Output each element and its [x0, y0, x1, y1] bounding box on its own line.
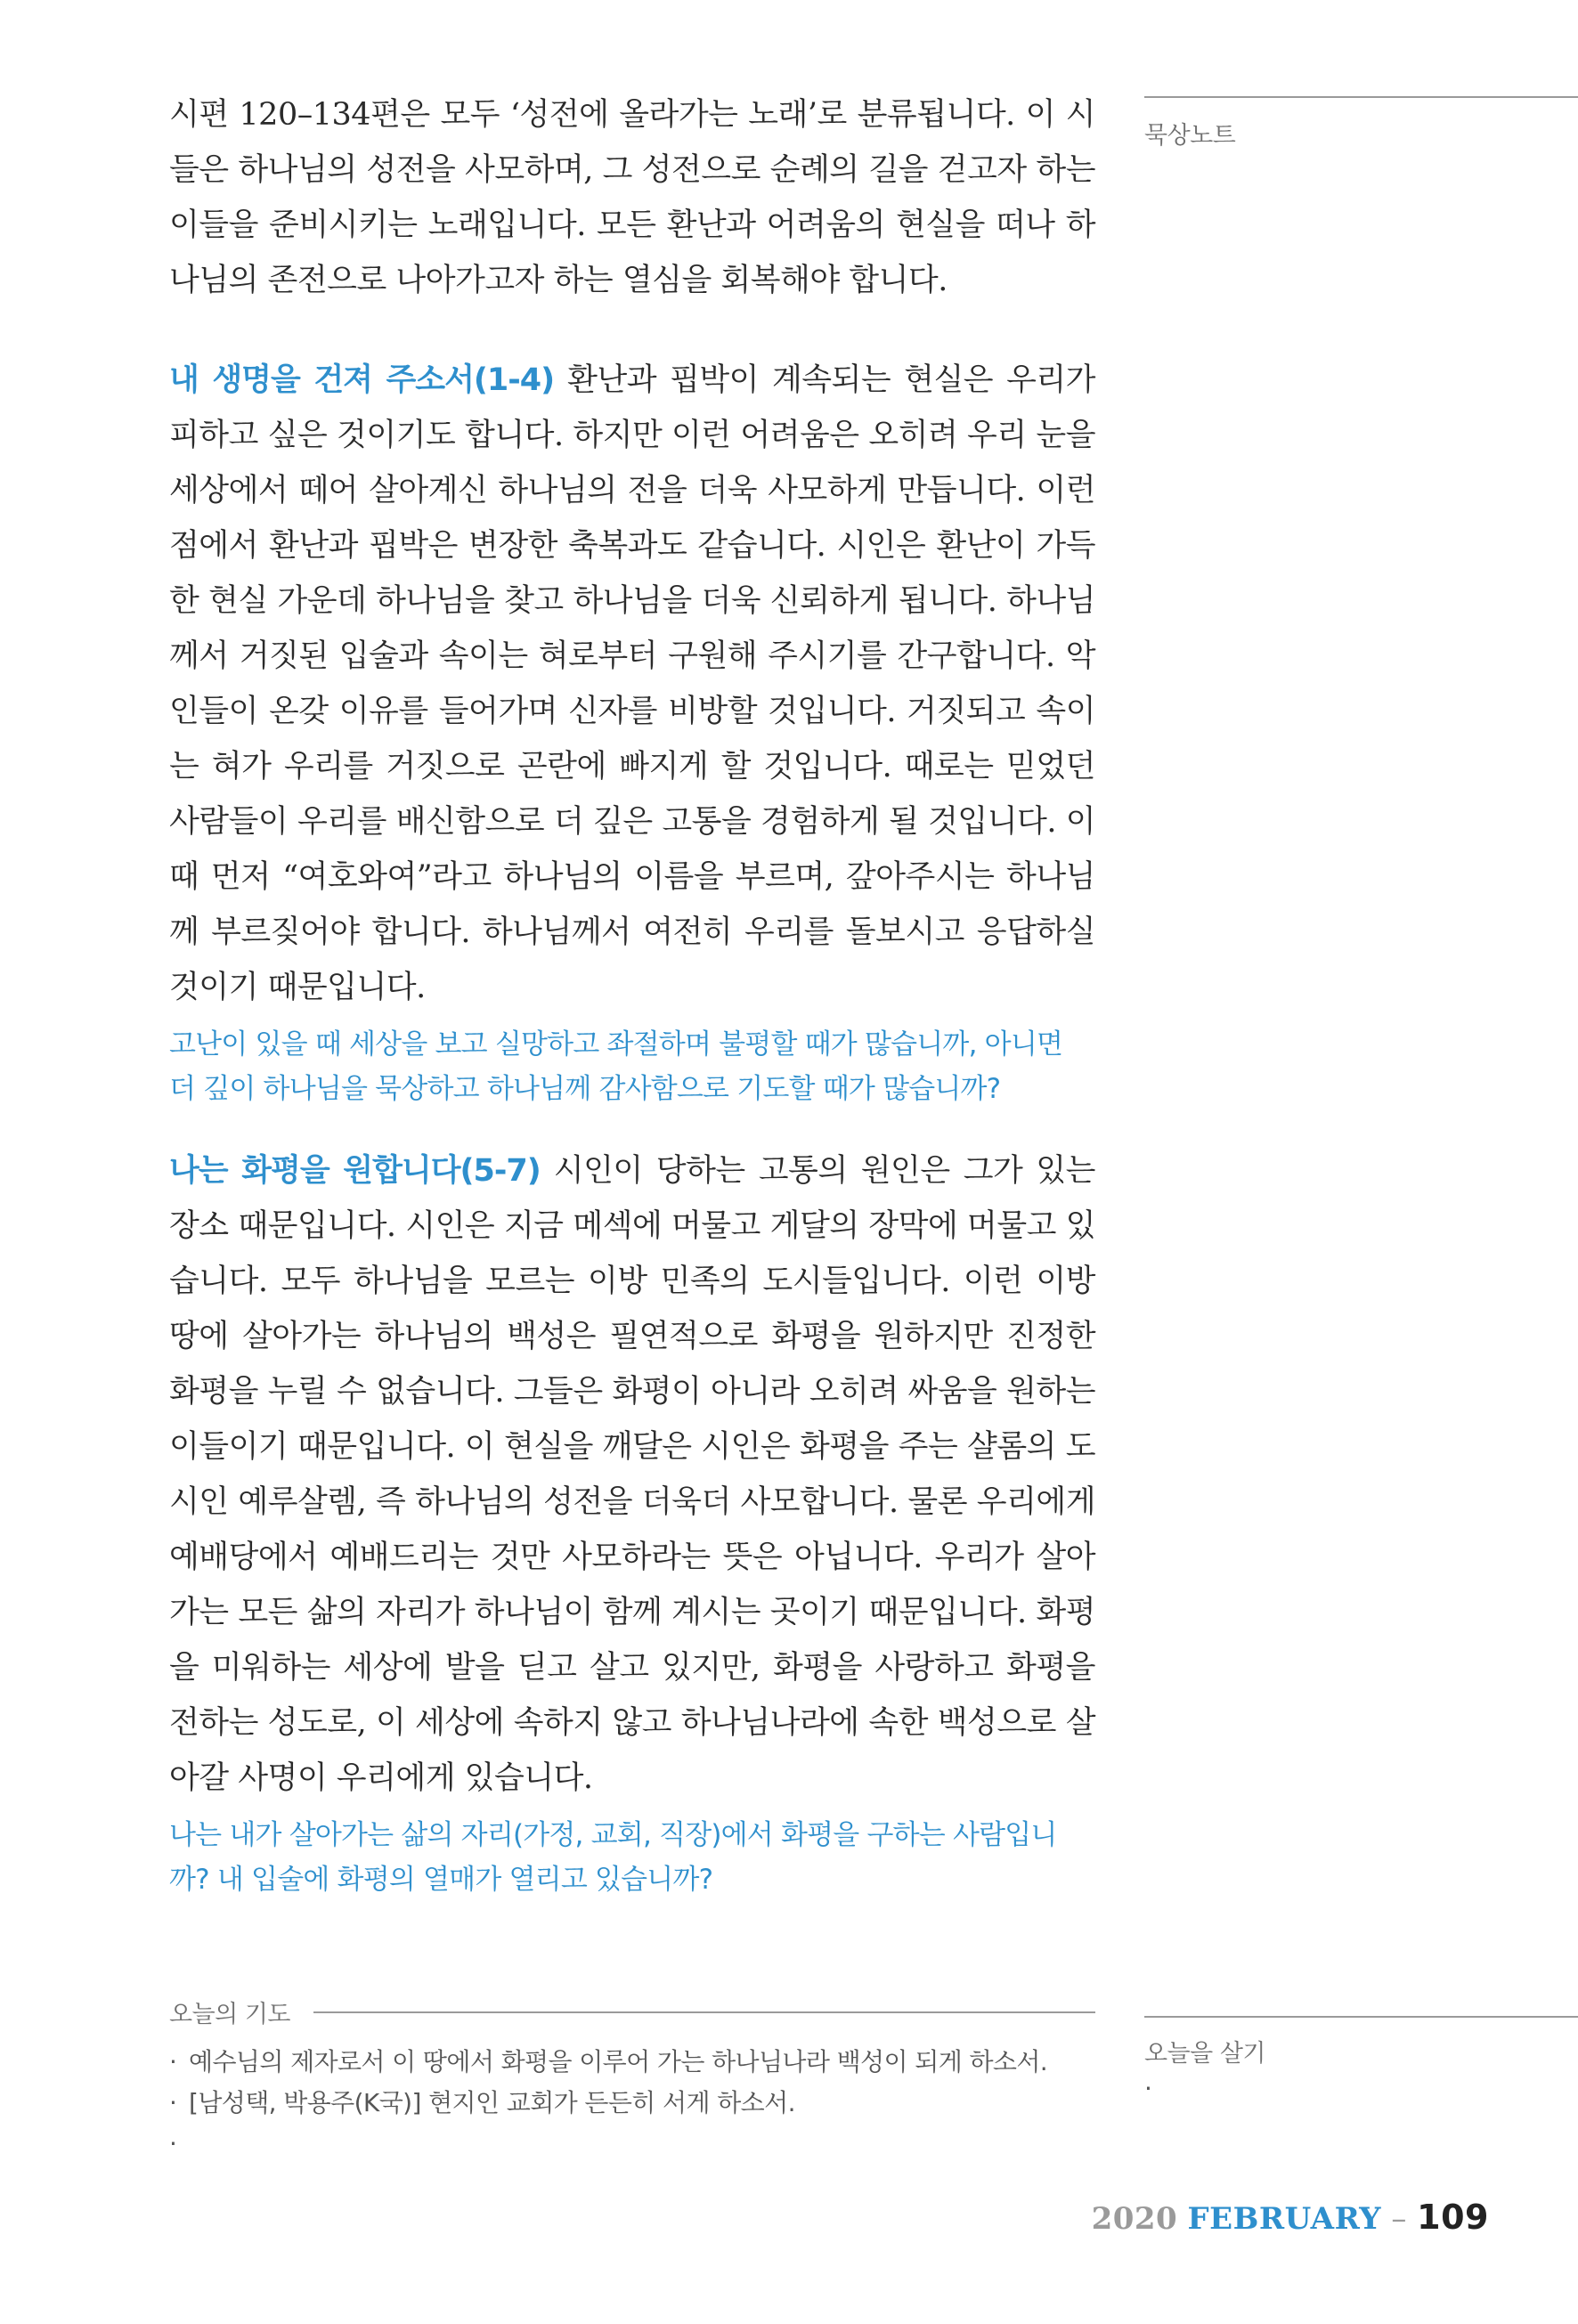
section-2-body: 시인이 당하는 고통의 원인은 그가 있는 장소 때문입니다. 시인은 지금 메섹에 머물고 게달의 장막에 머물고 있습니다. 모두 하나님을 모르는 이방 민족의 도시들입니다. 이런 이방 땅에 살아가는 하나님의 백성은 필연적으로 화평을 원하지만 진정한 화평을 누릴 수 없습니다. 그들은 화평이 아니라 오히려 싸움을 원하는 이들이기 때문입니다. 이 현실을 깨달은 시인은 화평을 주는 샬롬의 도시인 예루살렘, 즉 하나님의 성전을 더욱더 사모합니다. 물론 우리에게 예배당에서 예배드리는 것만 사모하라는 뜻은 아닙니다. 우리가 살아가는 모든 삶의 자리가 하나님이 함께 계시는 곳이기 때문입니다. 화평을 미워하는 세상에 발을 딛고 살고 있지만, 화평을 사랑하고 화평을 전하는 성도로, 이 세상에 속하지 않고 하나님나라에 속한 백성으로 살아갈 사명이 우리에게 있습니다. — [169, 1153, 1095, 1796]
footer-year: 2020 — [1091, 2201, 1178, 2237]
bullet: · — [169, 2088, 177, 2117]
section-1-heading: 내 생명을 건져 주소서(1-4) — [169, 362, 555, 398]
bullet: · — [1144, 2074, 1152, 2103]
live-today-sidebar — [1144, 2016, 1578, 2103]
page-number: 109 — [1417, 2198, 1489, 2237]
section-1-question: 고난이 있을 때 세상을 보고 실망하고 좌절하며 불평할 때가 많습니까, 아니면 더 깊이 하나님을 묵상하고 하나님께 감사함으로 기도할 때가 많습니까? — [169, 1028, 1063, 1105]
prayer-list — [169, 2042, 1095, 2165]
section-2-question: 나는 내가 살아가는 삶의 자리(가정, 교회, 직장)에서 화평을 구하는 사람입니까? 내 입술에 화평의 열매가 열리고 있습니까? — [169, 1819, 1057, 1896]
prayer-box — [169, 1995, 1095, 2165]
prayer-title: 오늘의 기도 — [169, 2001, 290, 2028]
section-2-paragraph — [169, 1143, 1095, 1806]
bullet: · — [169, 2047, 177, 2076]
intro-paragraph: 시편 120–134편은 모두 ‘성전에 올라가는 노래’로 분류됩니다. 이 시들은 하나님의 성전을 사모하며, 그 성전으로 순례의 길을 걷고자 하는 이들을 준비시키는 노래입니다. 모든 환난과 어려움의 현실을 떠나 하나님의 존전으로 나아가고자 하는 열심을 회복해야 합니다. — [169, 97, 1095, 298]
section-1-body: 환난과 핍박이 계속되는 현실은 우리가 피하고 싶은 것이기도 합니다. 하지만 이런 어려움은 오히려 우리 눈을 세상에서 떼어 살아계신 하나님의 전을 더욱 사모하게 만듭니다. 이런 점에서 환난과 핍박은 변장한 축복과도 같습니다. 시인은 환난이 가득한 현실 가운데 하나님을 찾고 하나님을 더욱 신뢰하게 됩니다. 하나님께서 거짓된 입술과 속이는 혀로부터 구원해 주시기를 간구합니다. 악인들이 온갖 이유를 들어가며 신자를 비방할 것입니다. 거짓되고 속이는 혀가 우리를 거짓으로 곤란에 빠지게 할 것입니다. 때로는 믿었던 사람들이 우리를 배신함으로 더 깊은 고통을 경험하게 될 것입니다. 이때 먼저 “여호와여”라고 하나님의 이름을 부르며, 갚아주시는 하나님께 부르짖어야 합니다. 하나님께서 여전히 우리를 돌보시고 응답하실 것이기 때문입니다. — [169, 362, 1095, 1005]
prayer-item — [169, 2124, 1095, 2165]
footer-dash: – — [1391, 2201, 1407, 2237]
footer-month: FEBRUARY — [1187, 2201, 1382, 2237]
prayer-item — [169, 2042, 1095, 2083]
page-footer — [1092, 2198, 1489, 2237]
prayer-item-text: [남성택, 박용주(K국)] 현지인 교회가 든든히 서게 하소서. — [189, 2088, 795, 2117]
section-2-heading: 나는 화평을 원합니다(5-7) — [169, 1153, 541, 1189]
prayer-item — [169, 2083, 1095, 2124]
meditation-note-label: 묵상노트 — [1144, 122, 1236, 150]
live-today-label: 오늘을 살기 — [1144, 2040, 1265, 2068]
prayer-item-text: 예수님의 제자로서 이 땅에서 화평을 이루어 가는 하나님나라 백성이 되게 하소서. — [189, 2047, 1048, 2076]
bullet: · — [169, 2129, 177, 2158]
meditation-note-sidebar — [1144, 96, 1578, 150]
main-column — [169, 87, 1095, 1902]
section-1-paragraph — [169, 353, 1095, 1015]
prayer-header — [169, 1995, 1095, 2029]
prayer-divider — [313, 2011, 1095, 2013]
